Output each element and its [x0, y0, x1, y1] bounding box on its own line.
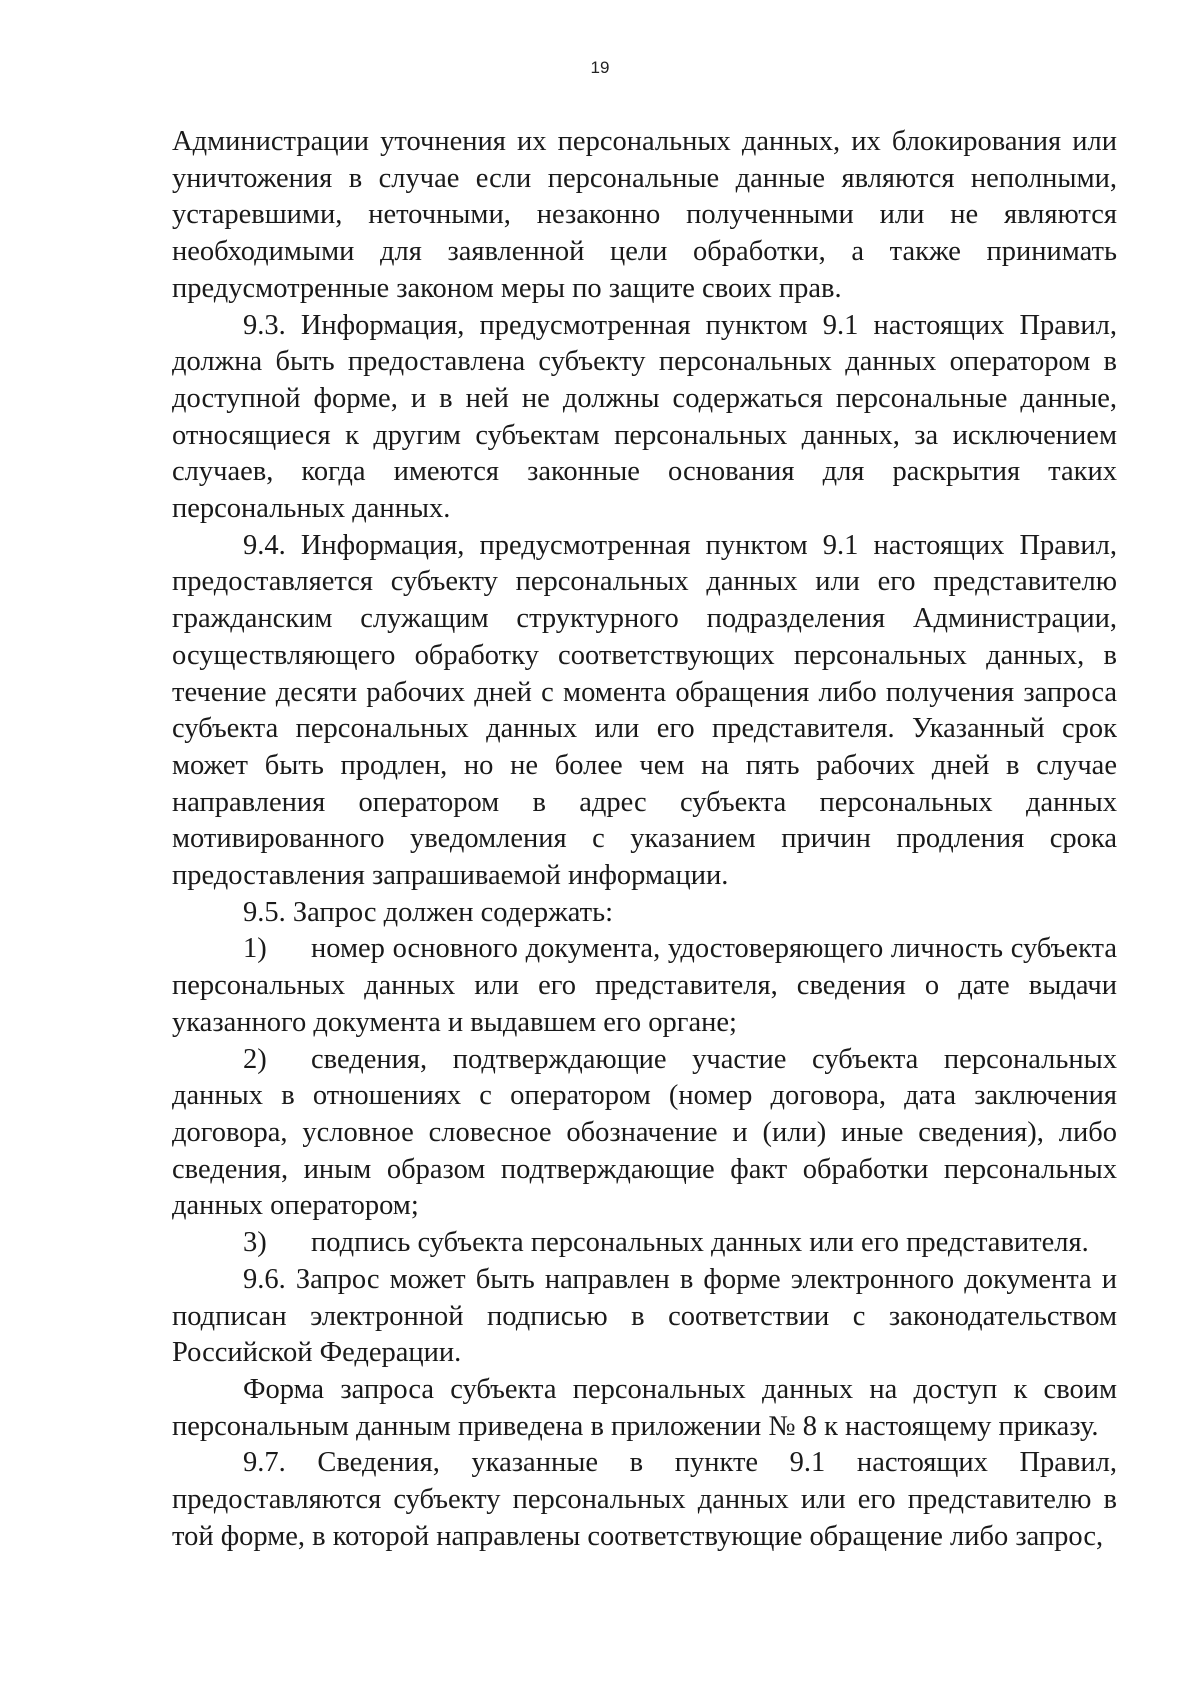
list-item-text: сведения, подтверждающие участие субъекта персональных данных в отношениях с оператором (номер договора, дата заключения договора, условное словесное обозначение и (или) иные сведения), либо сведения, иным образом подтверждающие факт обработки персональных данных оператором; — [172, 1043, 1117, 1222]
list-item-text: номер основного документа, удостоверяющего личность субъекта персональных данных или его представителя, сведения о дате выдачи указанного документа и выдавшем его органе; — [172, 933, 1117, 1038]
paragraph-form-note: Форма запроса субъекта персональных данных на доступ к своим персональным данным приведена в приложении № 8 к настоящему приказу. — [172, 1373, 1117, 1442]
document-body — [172, 124, 1117, 1555]
list-item-number: 1) — [243, 933, 267, 965]
paragraph-continuation: Администрации уточнения их персональных данных, их блокирования или уничтожения в случае если персональные данные являются неполными, устаревшими, неточными, незаконно полученными или не являются необходимыми для заявленной цели обработки, а также принимать предусмотренные законом меры по защите своих прав. — [172, 126, 1117, 304]
paragraph-9-4: 9.4. Информация, предусмотренная пунктом 9.1 настоящих Правил, предоставляется субъекту персональных данных или его представителю гражданским служащим структурного подразделения Администрации, осуществляющего обработку соответствующих персональных данных, в течение десяти рабочих дней с момента обращения либо получения запроса субъекта персональных данных или его представителя. Указанный срок может быть продлен, но не более чем на пять рабочих дней в случае направления оператором в адрес субъекта персональных данных мотивированного уведомления с указанием причин продления срока предоставления запрашиваемой информации. — [172, 529, 1117, 892]
list-item-2 — [172, 1042, 1117, 1226]
paragraph-9-7: 9.7. Сведения, указанные в пункте 9.1 настоящих Правил, предоставляются субъекту персональных данных или его представителю в той форме, в которой направлены соответствующие обращение либо запрос, — [172, 1447, 1117, 1552]
list-item-text: подпись субъекта персональных данных или его представителя. — [311, 1227, 1089, 1259]
page-number: 19 — [590, 58, 610, 77]
list-item-number: 3) — [243, 1227, 267, 1259]
paragraph-9-5: 9.5. Запрос должен содержать: — [243, 896, 614, 928]
list-item-number: 2) — [243, 1043, 267, 1075]
paragraph-9-6: 9.6. Запрос может быть направлен в форме электронного документа и подписан электронной подписью в соответствии с законодательством Российской Федерации. — [172, 1263, 1117, 1369]
paragraph-9-3: 9.3. Информация, предусмотренная пунктом 9.1 настоящих Правил, должна быть предоставлена субъекту персональных данных оператором в доступной форме, и в ней не должны содержаться персональные данные, относящиеся к другим субъектам персональных данных, за исключением случаев, когда имеются законные основания для раскрытия таких персональных данных. — [172, 309, 1117, 525]
list-item-1 — [172, 931, 1117, 1041]
list-item-3 — [172, 1225, 1117, 1262]
